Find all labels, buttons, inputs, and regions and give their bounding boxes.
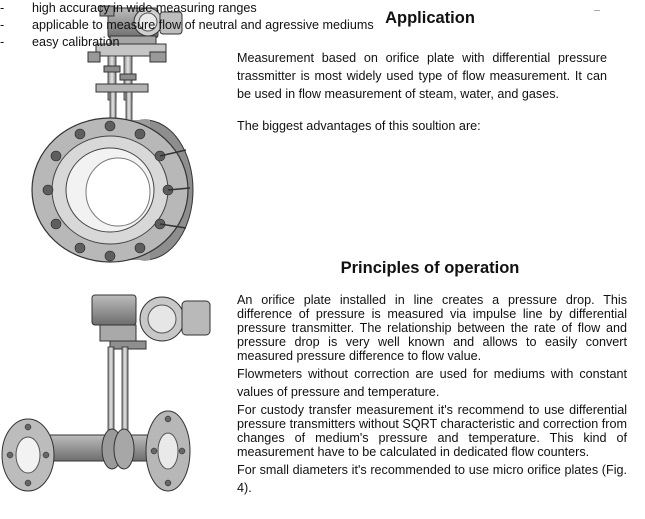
principles-paragraph: For small diameters it's recommended to use micro orifice plates (Fig. 4).	[237, 463, 627, 495]
flange-pair	[32, 118, 193, 262]
principles-paragraph: Flowmeters without correction are used for mediums with constant values of pressure and temperature.	[237, 367, 627, 399]
advantages-list	[0, 0, 380, 51]
valve-manifold	[88, 44, 166, 122]
advantages-title: The biggest advantages of this soultion are:	[237, 119, 481, 133]
principles-heading: Principles of operation	[340, 259, 520, 277]
principles-paragraph: For custody transfer measurement it's recommend to use differential pressure transmitters without SQRT characteristic and correction from changes of medium's pressure and temperature. This kind of measurement have to be calculated in dedicated flow counters.	[237, 403, 627, 459]
application-heading: Application	[385, 9, 475, 27]
transmitter-head	[92, 295, 210, 349]
list-item: - easy calibration	[0, 35, 120, 49]
application-intro: Measurement based on orifice plate with differential pressure trassmitter is most widely used type of flow measurement. It can be used in flow measurement of steam, water, and gases.	[237, 51, 607, 101]
pipe-with-flanges	[2, 411, 190, 491]
principles-paragraph: An orifice plate installed in line creates a pressure drop. This difference of pressure is measured via impulse line by differential pressure transmitter. The relationship between the rate of flow and pressure drop is very well known and allows to easily convert measured pressure difference to flow value.	[237, 293, 627, 363]
principles-text	[237, 293, 627, 499]
orifice-pipe-run-illustration	[0, 285, 232, 517]
impulse-lines	[108, 347, 128, 437]
list-item: - applicable to measure flow of neutral and agressive mediums	[0, 18, 374, 32]
corner-mark	[594, 10, 600, 11]
list-item: - high accuracy in wide measuring ranges	[0, 1, 257, 15]
